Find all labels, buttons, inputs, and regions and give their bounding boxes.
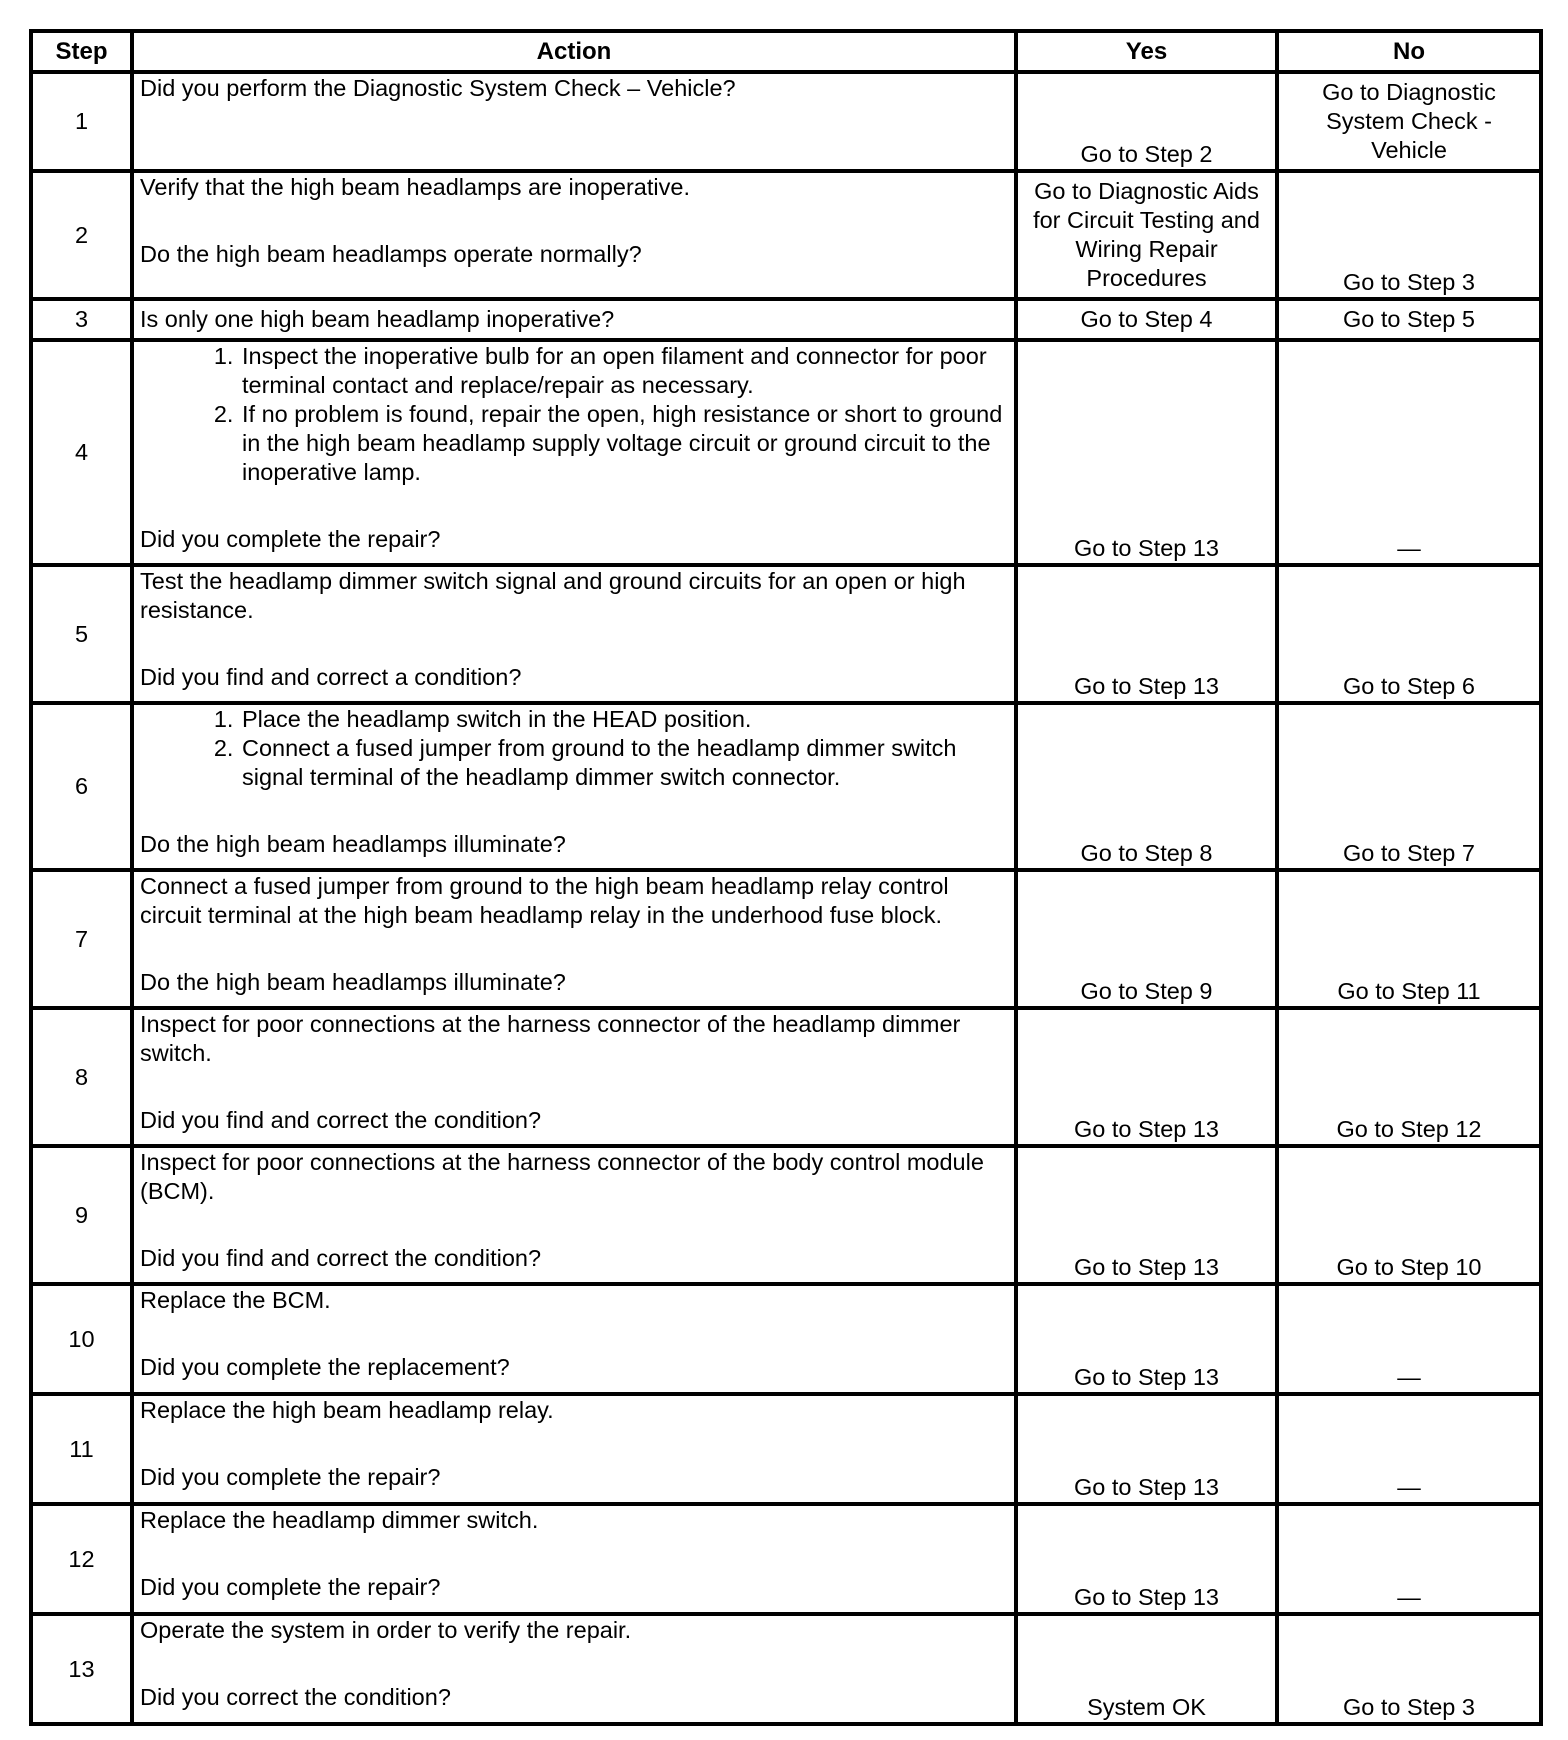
table-row: [31, 1008, 1541, 1146]
header-action: Action: [132, 31, 1016, 72]
table-row: [31, 1284, 1541, 1394]
action-cell: [132, 1614, 1016, 1724]
table-row: [31, 1146, 1541, 1284]
action-cell: [132, 1008, 1016, 1146]
action-question: Did you find and correct the condition?: [140, 1107, 542, 1133]
no-cell: —: [1277, 1504, 1541, 1614]
action-list-item: 2. Connect a fused jumper from ground to the headlamp dimmer switch signal terminal of the headlamp dimmer switch connector.: [240, 734, 1008, 792]
action-text: Replace the BCM.: [140, 1287, 331, 1313]
no-cell: Go to Step 7: [1277, 703, 1541, 870]
action-cell: [132, 703, 1016, 870]
action-cell: [132, 565, 1016, 703]
yes-cell: System OK: [1016, 1614, 1277, 1724]
action-cell: [132, 299, 1016, 340]
yes-cell: Go to Step 8: [1016, 703, 1277, 870]
yes-cell: Go to Step 13: [1016, 340, 1277, 565]
table-row: [31, 1504, 1541, 1614]
yes-cell: Go to Step 13: [1016, 1284, 1277, 1394]
yes-cell: Go to Step 2: [1016, 72, 1277, 171]
action-question: Did you find and correct a condition?: [140, 664, 522, 690]
action-text: Operate the system in order to verify the repair.: [140, 1617, 632, 1643]
step-number: 13: [31, 1614, 132, 1724]
action-cell: [132, 340, 1016, 565]
action-question: Do the high beam headlamps illuminate?: [140, 831, 566, 857]
no-cell: Go to Diagnostic System Check - Vehicle: [1277, 72, 1541, 171]
table-row: [31, 703, 1541, 870]
table-row: [31, 1394, 1541, 1504]
action-text: Is only one high beam headlamp inoperative?: [140, 306, 615, 332]
no-cell: Go to Step 12: [1277, 1008, 1541, 1146]
yes-cell: Go to Step 13: [1016, 1394, 1277, 1504]
table-row: [31, 72, 1541, 171]
action-cell: [132, 72, 1016, 171]
table-row: [31, 1614, 1541, 1724]
header-yes: Yes: [1016, 31, 1277, 72]
no-cell: —: [1277, 1284, 1541, 1394]
action-question: Did you find and correct the condition?: [140, 1245, 542, 1271]
step-number: 11: [31, 1394, 132, 1504]
action-question: Do the high beam headlamps illuminate?: [140, 969, 566, 995]
action-text: Did you perform the Diagnostic System Check – Vehicle?: [140, 75, 736, 101]
action-list-item: 2. If no problem is found, repair the open, high resistance or short to ground in the high beam headlamp supply voltage circuit or ground circuit to the inoperative lamp.: [240, 400, 1008, 487]
no-cell: Go to Step 10: [1277, 1146, 1541, 1284]
yes-cell: Go to Step 4: [1016, 299, 1277, 340]
table-row: [31, 565, 1541, 703]
action-cell: [132, 870, 1016, 1008]
yes-cell: Go to Diagnostic Aids for Circuit Testing and Wiring Repair Procedures: [1016, 171, 1277, 299]
action-cell: [132, 1146, 1016, 1284]
action-list: [140, 705, 1008, 792]
header-step: Step: [31, 31, 132, 72]
action-text: Replace the high beam headlamp relay.: [140, 1397, 554, 1423]
no-cell: Go to Step 11: [1277, 870, 1541, 1008]
action-question: Did you complete the repair?: [140, 1574, 441, 1600]
step-number: 3: [31, 299, 132, 340]
action-list-item: 1. Place the headlamp switch in the HEAD position.: [240, 705, 1008, 734]
step-number: 10: [31, 1284, 132, 1394]
no-cell: Go to Step 5: [1277, 299, 1541, 340]
header-row: [31, 31, 1541, 72]
action-text: Inspect for poor connections at the harness connector of the body control module (BCM).: [140, 1149, 984, 1204]
action-text: Test the headlamp dimmer switch signal and ground circuits for an open or high resistance.: [140, 568, 966, 623]
action-question: Did you complete the repair?: [140, 526, 441, 552]
no-cell: Go to Step 3: [1277, 1614, 1541, 1724]
action-question: Did you complete the repair?: [140, 1464, 441, 1490]
step-number: 1: [31, 72, 132, 171]
table-row: [31, 870, 1541, 1008]
step-number: 8: [31, 1008, 132, 1146]
yes-cell: Go to Step 9: [1016, 870, 1277, 1008]
action-text: Verify that the high beam headlamps are inoperative.: [140, 174, 690, 200]
yes-cell: Go to Step 13: [1016, 1008, 1277, 1146]
action-text: Replace the headlamp dimmer switch.: [140, 1507, 539, 1533]
action-question: Did you correct the condition?: [140, 1684, 451, 1710]
step-number: 6: [31, 703, 132, 870]
action-list: [140, 342, 1008, 487]
no-cell: —: [1277, 1394, 1541, 1504]
step-number: 2: [31, 171, 132, 299]
action-question: Do the high beam headlamps operate normally?: [140, 241, 642, 267]
table-row: [31, 340, 1541, 565]
action-cell: [132, 171, 1016, 299]
action-text: Inspect for poor connections at the harness connector of the headlamp dimmer switch.: [140, 1011, 961, 1066]
step-number: 9: [31, 1146, 132, 1284]
action-cell: [132, 1504, 1016, 1614]
action-text: Connect a fused jumper from ground to the high beam headlamp relay control circuit terminal at the high beam headlamp relay in the underhood fuse block.: [140, 873, 949, 928]
step-number: 7: [31, 870, 132, 1008]
table-row: [31, 299, 1541, 340]
action-question: Did you complete the replacement?: [140, 1354, 510, 1380]
header-no: No: [1277, 31, 1541, 72]
diagnostic-table: [29, 29, 1543, 1726]
step-number: 5: [31, 565, 132, 703]
yes-cell: Go to Step 13: [1016, 1504, 1277, 1614]
no-cell: —: [1277, 340, 1541, 565]
yes-cell: Go to Step 13: [1016, 565, 1277, 703]
no-cell: Go to Step 3: [1277, 171, 1541, 299]
no-cell: Go to Step 6: [1277, 565, 1541, 703]
yes-cell: Go to Step 13: [1016, 1146, 1277, 1284]
step-number: 12: [31, 1504, 132, 1614]
table-row: [31, 171, 1541, 299]
action-cell: [132, 1394, 1016, 1504]
action-list-item: 1. Inspect the inoperative bulb for an open filament and connector for poor terminal contact and replace/repair as necessary.: [240, 342, 1008, 400]
step-number: 4: [31, 340, 132, 565]
action-cell: [132, 1284, 1016, 1394]
